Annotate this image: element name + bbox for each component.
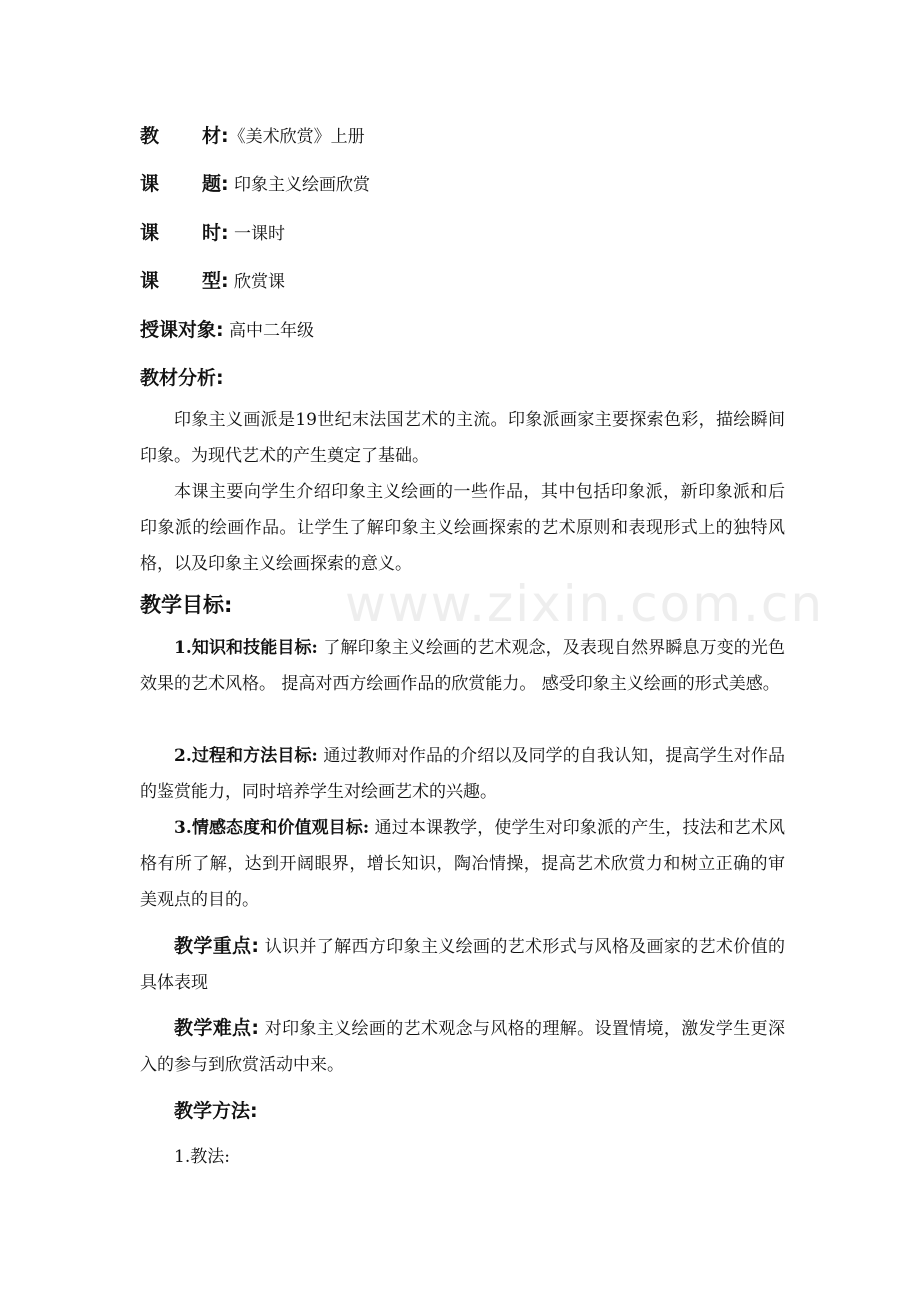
value: 一课时 — [234, 224, 286, 244]
difficulty-text: 对印象主义绘画的艺术观念与风格的理解。设置情境，激发学生更深入的参与到欣赏活动中来。 — [140, 1019, 785, 1075]
method-1: 1.教法: — [174, 1147, 230, 1167]
info-duration — [140, 215, 785, 252]
goal-2-text: 通过教师对作品的介绍以及同学的自我认知，提高学生对作品的鉴赏能力，同时培养学生对绘画艺术的兴趣。 — [140, 746, 785, 802]
info-audience — [140, 312, 785, 349]
info-topic — [140, 166, 785, 203]
label-char: 材: — [202, 125, 229, 147]
heading-methods: 教学方法: — [174, 1100, 258, 1122]
heading-goals: 教学目标: — [140, 593, 233, 617]
label-char: 课 — [140, 270, 160, 292]
goal-3 — [140, 810, 785, 918]
goal-2-label: 2.过程和方法目标: — [174, 746, 318, 766]
label-char: 型: — [202, 270, 229, 292]
info-type — [140, 263, 785, 300]
goal-1 — [140, 630, 785, 702]
focus-label: 教学重点: — [174, 935, 260, 957]
value: 《美术欣赏》上册 — [228, 127, 365, 147]
teaching-focus — [140, 928, 785, 1001]
analysis-paragraph-2: 本课主要向学生介绍印象主义绘画的一些作品，其中包括印象派，新印象派和后印象派的绘画作品。让学生了解印象主义绘画探索的艺术原则和表现形式上的独特风格，以及印象主义绘画探索的意义。 — [140, 482, 785, 574]
focus-text: 认识并了解西方印象主义绘画的艺术形式与风格及画家的艺术价值的具体表现 — [140, 937, 785, 993]
heading-analysis: 教材分析: — [140, 367, 224, 389]
goal-2 — [140, 738, 785, 810]
analysis-paragraph-1: 印象主义画派是19世纪末法国艺术的主流。印象派画家主要探索色彩，描绘瞬间印象。为现代艺术的产生奠定了基础。 — [140, 410, 785, 466]
goal-1-label: 1.知识和技能目标: — [174, 638, 318, 658]
watermark: www.zixin.com.cn — [345, 575, 825, 633]
label-char: 题: — [202, 173, 229, 195]
difficulty-label: 教学难点: — [174, 1017, 260, 1039]
value: 高中二年级 — [229, 321, 315, 341]
value: 印象主义绘画欣赏 — [234, 175, 371, 195]
teaching-difficulty — [140, 1010, 785, 1083]
label-char: 课 — [140, 173, 160, 195]
label-char: 教 — [140, 125, 160, 147]
goal-3-text: 通过本课教学，使学生对印象派的产生，技法和艺术风格有所了解，达到开阔眼界，增长知识，陶冶情操，提高艺术欣赏力和树立正确的审美观点的目的。 — [140, 818, 786, 910]
info-textbook — [140, 118, 785, 155]
label-char: 时: — [202, 222, 229, 244]
label-char: 课 — [140, 222, 160, 244]
goal-1-text: 了解印象主义绘画的艺术观念，及表现自然界瞬息万变的光色效果的艺术风格。 提高对西方绘画作品的欣赏能力。 感受印象主义绘画的形式美感。 — [140, 638, 785, 694]
label: 授课对象: — [140, 319, 224, 341]
value: 欣赏课 — [234, 272, 286, 292]
goal-3-label: 3.情感态度和价值观目标: — [174, 818, 370, 838]
